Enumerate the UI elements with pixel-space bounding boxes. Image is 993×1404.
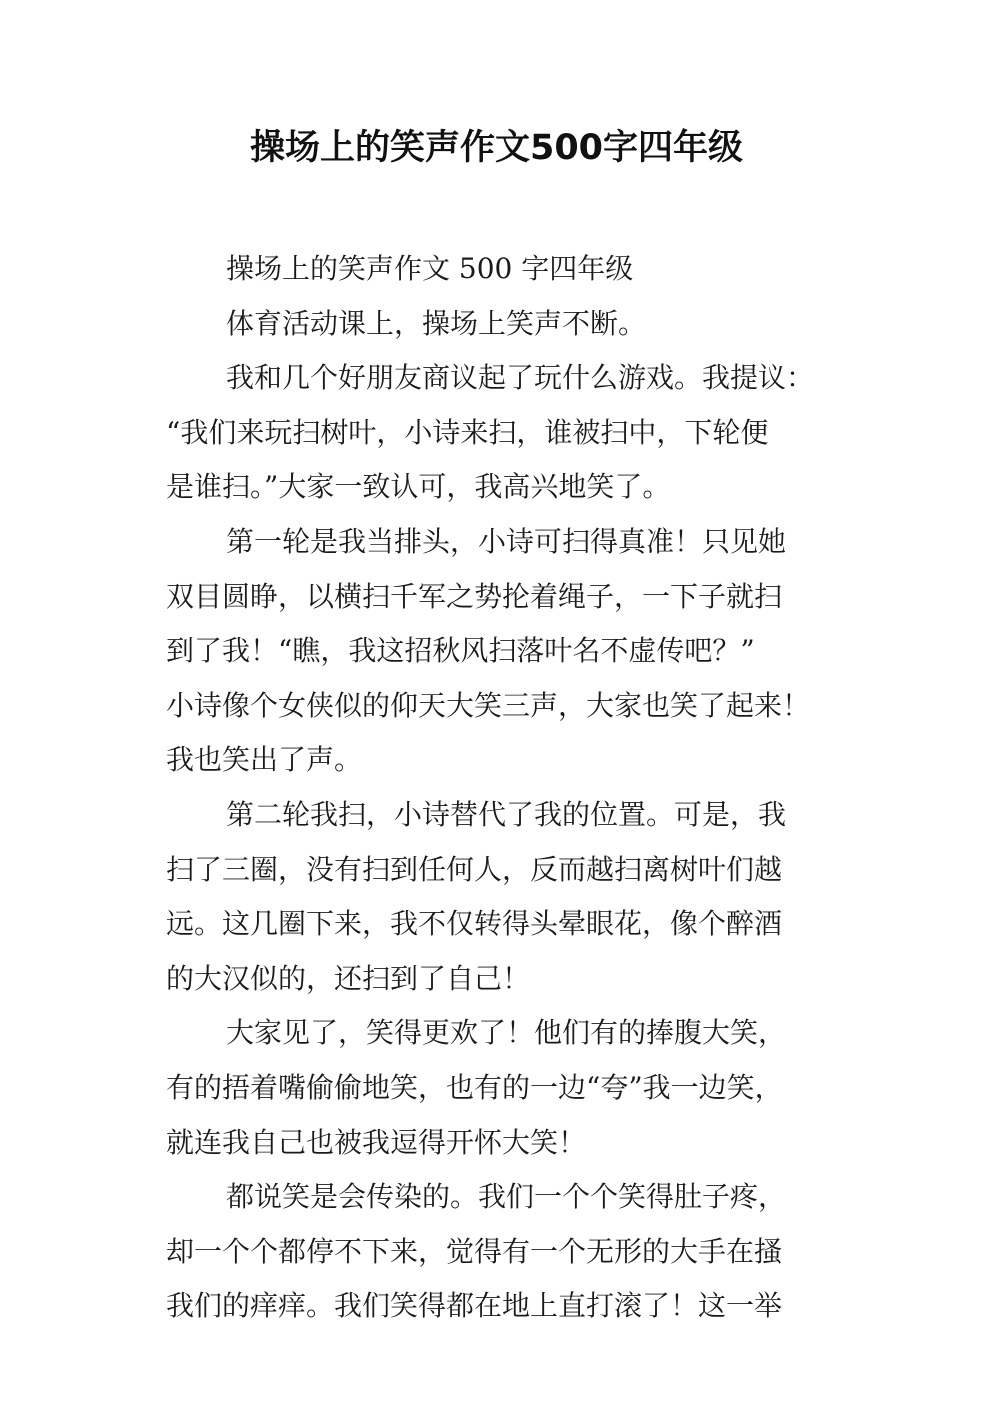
text-line: 我也笑出了声。: [166, 743, 363, 777]
text-line: 我们的痒痒。我们笑得都在地上直打滚了！这一举: [166, 1289, 783, 1323]
essay-body: [166, 242, 838, 1334]
text-line: 的大汉似的，还扫到了自己！: [166, 961, 531, 995]
text-line: 就连我自己也被我逗得开怀大笑！: [166, 1125, 587, 1159]
text-line: 第一轮是我当排头，小诗可扫得真准！只见她: [226, 524, 787, 558]
text-line: 到了我！“瞧，我这招秋风扫落叶名不虚传吧？”: [166, 634, 755, 668]
text-line: 小诗像个女侠似的仰天大笑三声，大家也笑了起来！: [166, 688, 811, 722]
text-line: 双目圆睁，以横扫千军之势抡着绳子，一下子就扫: [166, 579, 783, 613]
text-line: 操场上的笑声作文 500 字四年级: [226, 252, 634, 285]
text-line: 有的捂着嘴偷偷地笑，也有的一边“夸”我一边笑，: [166, 1070, 783, 1104]
text-line: 却一个个都停不下来，觉得有一个无形的大手在搔: [166, 1234, 783, 1268]
text-line: 都说笑是会传染的。我们一个个笑得肚子疼，: [226, 1180, 787, 1214]
text-line: 大家见了，笑得更欢了！他们有的捧腹大笑，: [226, 1016, 787, 1050]
text-line: 扫了三圈，没有扫到任何人，反而越扫离树叶们越: [166, 852, 783, 886]
text-line: 第二轮我扫，小诗替代了我的位置。可是，我: [226, 797, 787, 831]
text-line: 是谁扫。”大家一致认可，我高兴地笑了。: [166, 470, 671, 504]
text-line: 我和几个好朋友商议起了玩什么游戏。我提议：: [226, 361, 815, 395]
text-line: “我们来玩扫树叶，小诗来扫，谁被扫中，下轮便: [166, 415, 769, 449]
text-line: 远。这几圈下来，我不仅转得头晕眼花，像个醉酒: [166, 907, 783, 941]
text-line: 体育活动课上，操场上笑声不断。: [226, 306, 647, 340]
page-title: 操场上的笑声作文500字四年级: [249, 128, 744, 168]
